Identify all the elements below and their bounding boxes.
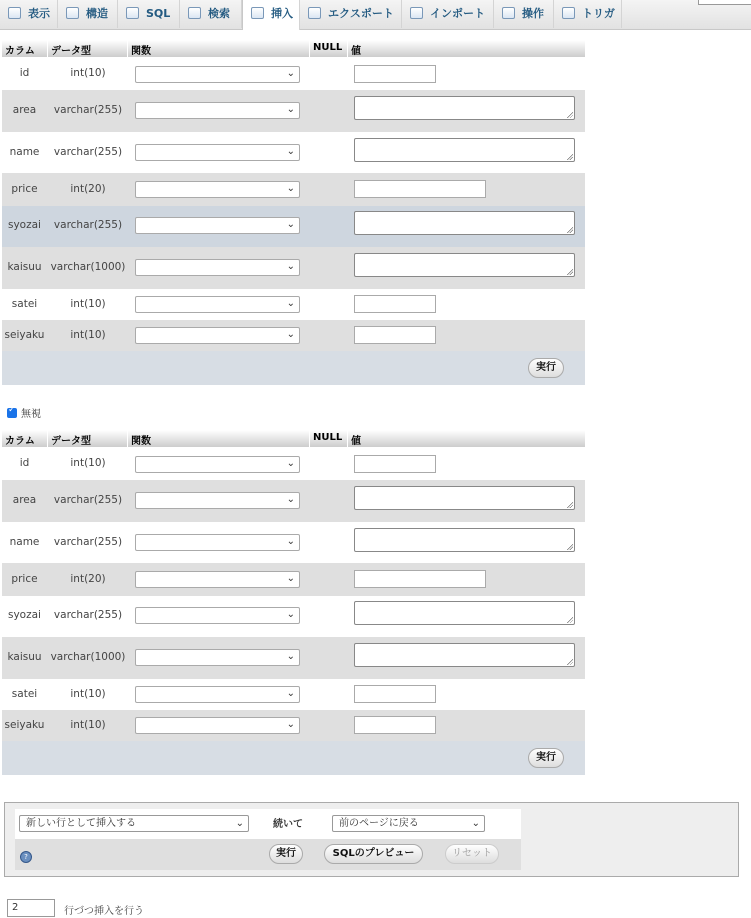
column-name: seiyaku <box>4 719 45 731</box>
function-select[interactable] <box>135 327 300 344</box>
tab-sql[interactable]: SQL <box>118 0 180 28</box>
tab-import[interactable]: インポート <box>402 0 494 28</box>
insert-icon <box>251 7 264 19</box>
column-type: int(10) <box>70 719 106 731</box>
header-value: 値 <box>351 436 361 447</box>
function-select[interactable] <box>135 296 300 313</box>
chevron-down-icon: ⌄ <box>286 651 295 662</box>
table-row <box>2 637 585 679</box>
header-null: NULL <box>313 432 343 443</box>
chevron-down-icon: ⌄ <box>286 688 295 699</box>
after-insert-select[interactable]: 前のページに戻る ⌄ <box>332 815 485 832</box>
column-name: satei <box>11 688 38 700</box>
column-name: seiyaku <box>4 329 45 341</box>
column-name: area <box>12 104 37 116</box>
chevron-down-icon: ⌄ <box>286 536 295 547</box>
table-row <box>2 710 585 741</box>
function-select[interactable] <box>135 649 300 666</box>
header-column: カラム <box>5 46 35 57</box>
table-row <box>2 173 585 206</box>
resize-grip-icon[interactable] <box>566 111 573 118</box>
function-select[interactable] <box>135 456 300 473</box>
table-row <box>2 57 585 90</box>
chevron-down-icon: ⌄ <box>286 68 295 79</box>
function-select[interactable] <box>135 571 300 588</box>
header-type: データ型 <box>51 436 91 447</box>
chevron-down-icon: ⌄ <box>286 104 295 115</box>
insert-options-inner <box>15 809 521 870</box>
tab-browse[interactable]: 表示 <box>0 0 58 28</box>
sql-preview-button[interactable]: SQLのプレビュー <box>324 844 423 864</box>
search-icon <box>188 7 201 19</box>
insert-table-2 <box>2 430 585 775</box>
operations-icon <box>502 7 515 19</box>
tab-operations[interactable]: 操作 <box>494 0 554 28</box>
resize-grip-icon[interactable] <box>566 543 573 550</box>
insert-mode-select[interactable]: 新しい行として挿入する ⌄ <box>19 815 249 832</box>
resize-grip-icon[interactable] <box>566 153 573 160</box>
column-name: satei <box>11 298 38 310</box>
table-header <box>2 430 585 447</box>
value-textarea[interactable] <box>354 601 575 625</box>
sql-icon <box>126 7 139 19</box>
column-type: varchar(1000) <box>50 261 126 273</box>
tab-structure[interactable]: 構造 <box>58 0 118 28</box>
column-type: varchar(255) <box>53 536 123 548</box>
column-name: id <box>19 457 30 469</box>
table-row <box>2 90 585 132</box>
table-row <box>2 480 585 522</box>
chevron-down-icon: ⌄ <box>286 458 295 469</box>
chevron-down-icon: ⌄ <box>286 573 295 584</box>
column-type: int(20) <box>70 573 106 585</box>
header-function: 関数 <box>131 436 151 447</box>
column-name: kaisuu <box>7 261 42 273</box>
column-name: price <box>11 573 38 585</box>
resize-grip-icon[interactable] <box>566 268 573 275</box>
form-footer <box>2 741 585 775</box>
resize-grip-icon[interactable] <box>566 501 573 508</box>
tab-triggers[interactable]: トリガ <box>554 0 622 28</box>
chevron-down-icon: ⌄ <box>286 719 295 730</box>
structure-icon <box>66 7 79 19</box>
value-input[interactable] <box>354 65 436 83</box>
column-type: varchar(255) <box>53 609 123 621</box>
chevron-down-icon: ⌄ <box>286 219 295 230</box>
value-textarea[interactable] <box>354 643 575 667</box>
column-type: varchar(1000) <box>50 651 126 663</box>
rows-count-label: 行づつ挿入を行う <box>64 906 144 917</box>
header-value: 値 <box>351 46 361 57</box>
function-select[interactable] <box>135 259 300 276</box>
window-corner <box>698 0 751 5</box>
go-button[interactable]: 実行 <box>269 844 303 864</box>
rows-count-input[interactable]: 2 <box>7 899 55 917</box>
table-row <box>2 320 585 351</box>
function-select[interactable] <box>135 144 300 161</box>
value-input[interactable] <box>354 716 436 734</box>
value-textarea[interactable] <box>354 96 575 120</box>
chevron-down-icon: ⌄ <box>235 818 244 829</box>
table-row <box>2 206 585 247</box>
column-name: name <box>9 536 40 548</box>
table-header <box>2 40 585 57</box>
form-footer <box>2 351 585 385</box>
value-input[interactable] <box>354 570 486 588</box>
chevron-down-icon: ⌄ <box>286 261 295 272</box>
function-select[interactable] <box>135 217 300 234</box>
column-name: area <box>12 494 37 506</box>
value-textarea[interactable] <box>354 253 575 277</box>
chevron-down-icon: ⌄ <box>286 494 295 505</box>
function-select[interactable] <box>135 607 300 624</box>
help-icon[interactable]: ? <box>20 851 32 863</box>
header-null: NULL <box>313 42 343 53</box>
column-type: int(10) <box>70 67 106 79</box>
value-input[interactable] <box>354 685 436 703</box>
checkbox-checked-icon <box>7 408 17 418</box>
chevron-down-icon: ⌄ <box>286 146 295 157</box>
chevron-down-icon: ⌄ <box>286 183 295 194</box>
chevron-down-icon: ⌄ <box>471 818 480 829</box>
column-type: int(10) <box>70 298 106 310</box>
function-select[interactable] <box>135 66 300 83</box>
chevron-down-icon: ⌄ <box>286 298 295 309</box>
column-type: int(20) <box>70 183 106 195</box>
chevron-down-icon: ⌄ <box>286 329 295 340</box>
resize-grip-icon[interactable] <box>566 616 573 623</box>
go-button[interactable]: 実行 <box>528 748 564 768</box>
header-type: データ型 <box>51 46 91 57</box>
resize-grip-icon[interactable] <box>566 658 573 665</box>
import-icon <box>410 7 423 19</box>
function-select[interactable] <box>135 717 300 734</box>
reset-button[interactable]: リセット <box>445 844 499 864</box>
value-textarea[interactable] <box>354 138 575 162</box>
column-type: int(10) <box>70 329 106 341</box>
column-type: int(10) <box>70 688 106 700</box>
column-name: id <box>19 67 30 79</box>
column-type: varchar(255) <box>53 104 123 116</box>
column-type: varchar(255) <box>53 219 123 231</box>
tab-export[interactable]: エクスポート <box>300 0 402 28</box>
ignore-checkbox[interactable] <box>7 405 41 420</box>
value-input[interactable] <box>354 295 436 313</box>
table-row <box>2 522 585 563</box>
tab-insert[interactable]: 挿入 <box>242 0 300 30</box>
header-function: 関数 <box>131 46 151 57</box>
go-button[interactable]: 実行 <box>528 358 564 378</box>
continue-label: 続いて <box>273 819 303 830</box>
resize-grip-icon[interactable] <box>566 226 573 233</box>
table-row <box>2 447 585 480</box>
function-select[interactable] <box>135 102 300 119</box>
column-name: syozai <box>8 219 41 231</box>
column-name: price <box>11 183 38 195</box>
value-input[interactable] <box>354 455 436 473</box>
function-select[interactable] <box>135 534 300 551</box>
triggers-icon <box>562 7 575 19</box>
column-type: int(10) <box>70 457 106 469</box>
function-select[interactable] <box>135 181 300 198</box>
value-textarea[interactable] <box>354 211 575 235</box>
table-row <box>2 132 585 173</box>
value-textarea[interactable] <box>354 486 575 510</box>
tab-bar <box>0 0 751 30</box>
chevron-down-icon: ⌄ <box>286 609 295 620</box>
table-row <box>2 596 585 637</box>
column-name: syozai <box>8 609 41 621</box>
value-input[interactable] <box>354 180 486 198</box>
column-name: name <box>9 146 40 158</box>
insert-table-1 <box>2 40 585 385</box>
value-input[interactable] <box>354 326 436 344</box>
export-icon <box>308 7 321 19</box>
function-select[interactable] <box>135 686 300 703</box>
table-row <box>2 289 585 320</box>
ignore-label: 無視 <box>21 409 41 420</box>
column-type: varchar(255) <box>53 146 123 158</box>
insert-options-panel <box>4 802 739 877</box>
table-row <box>2 247 585 289</box>
browse-icon <box>8 7 21 19</box>
function-select[interactable] <box>135 492 300 509</box>
value-textarea[interactable] <box>354 528 575 552</box>
column-type: varchar(255) <box>53 494 123 506</box>
table-row <box>2 679 585 710</box>
header-column: カラム <box>5 436 35 447</box>
table-row <box>2 563 585 596</box>
tab-search[interactable]: 検索 <box>180 0 242 28</box>
column-name: kaisuu <box>7 651 42 663</box>
